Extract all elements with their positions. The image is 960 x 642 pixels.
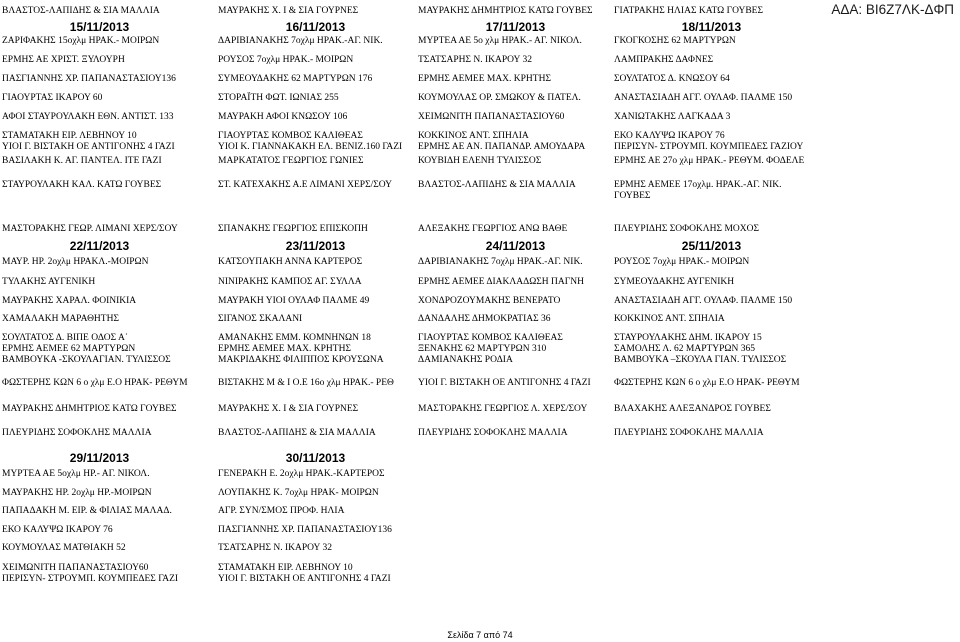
pharmacy-entry: ΒΑΣΙΛΑΚΗ Κ. ΑΓ. ΠΑΝΤΕΛ. ΙΤΕ ΓΑΖΙ [2,156,162,166]
pharmacy-entry: ΚΟΥΜΟΥΛΑΣ ΟΡ. ΣΜΩΚΟΥ & ΠΑΤΕΛ. [418,93,581,103]
pharmacy-entry: ΕΡΜΗΣ ΑΕΜΕΕ 17οχλμ. ΗΡΑΚ.-ΑΓ. ΝΙΚ. ΓΟΥΒΕΣ [614,180,782,201]
pharmacy-entry: ΣΤ. ΚΑΤΕΧΑΚΗΣ Α.Ε ΛΙΜΑΝΙ ΧΕΡΣ/ΣΟΥ [218,180,393,190]
pharmacy-entry: ΧΕΙΜΩΝΙΤΗ ΠΑΠΑΝΑΣΤΑΣΙΟΥ60 [418,112,565,122]
pharmacy-entry: ΜΑΥΡ. ΗΡ. 2οχλμ ΗΡΑΚΛ.-ΜΟΙΡΩΝ [2,257,149,267]
pharmacy-entry: ΜΑΥΡΑΚΗΣ ΔΗΜΗΤΡΙΟΣ ΚΑΤΩ ΓΟΥΒΕΣ [2,404,177,414]
schedule-date: 22/11/2013 [69,239,130,253]
pharmacy-entry: ΖΑΡΙΦΑΚΗΣ 15οχλμ ΗΡΑΚ.- ΜΟΙΡΩΝ [2,36,160,46]
pharmacy-entry: ΣΟΥΛΤΑΤΟΣ Δ. ΒΙΠΕ ΟΔΟΣ Α΄ ΕΡΜΗΣ ΑΕΜΕΕ 62 ΜΑΡΤΥΡΩΝ ΒΑΜΒΟΥΚΑ -ΣΚΟΥΛΑΓΙΑΝ. ΤΥΛΙΣΣΟΣ [2,333,171,365]
pharmacy-entry: ΥΙΟΙ Γ. ΒΙΣΤΑΚΗ ΟΕ ΑΝΤΙΓΟΝΗΣ 4 ΓΑΖΙ [418,378,591,388]
pharmacy-entry: ΜΥΡΤΕΑ ΑΕ 5ο χλμ ΗΡΑΚ.- ΑΓ. ΝΙΚΟΛ. [418,36,582,46]
pharmacy-entry: ΕΡΜΗΣ ΑΕ ΧΡΙΣΤ. ΞΥΛΟΥΡΗ [2,55,125,65]
pharmacy-entry: ΕΚΟ ΚΑΛΥΨΩ ΙΚΑΡΟΥ 76 [2,525,113,535]
schedule-date: 30/11/2013 [285,451,346,465]
pharmacy-entry: ΑΦΟΙ ΣΤΑΥΡΟΥΛΑΚΗ ΕΘΝ. ΑΝΤΙΣΤ. 133 [2,112,174,122]
pharmacy-entry: ΚΑΤΣΟΥΠΑΚΗ ΑΝΝΑ ΚΑΡΤΕΡΟΣ [218,257,363,267]
pharmacy-entry: ΝΙΝΙΡΑΚΗΣ ΚΑΜΠΟΣ ΑΓ. ΣΥΛΛΑ [218,277,362,287]
pharmacy-entry: ΣΙΓΑΝΟΣ ΣΚΑΛΑΝΙ [218,314,303,324]
previous-duty-entry: ΒΛΑΣΤΟΣ-ΛΑΠΙΔΗΣ & ΣΙΑ ΜΑΛΛΙΑ [2,6,160,16]
previous-duty-entry: ΜΑΥΡΑΚΗΣ ΔΗΜΗΤΡΙΟΣ ΚΑΤΩ ΓΟΥΒΕΣ [418,6,593,16]
previous-duty-entry: ΜΑΥΡΑΚΗΣ Χ. Ι & ΣΙΑ ΓΟΥΡΝΕΣ [218,6,359,16]
pharmacy-entry: ΠΛΕΥΡΙΔΗΣ ΣΟΦΟΚΛΗΣ ΜΑΛΛΙΑ [614,428,764,438]
schedule-date: 18/11/2013 [681,20,742,34]
pharmacy-entry: ΓΙΑΟΥΡΤΑΣ ΚΟΜΒΟΣ ΚΑΛΙΘΕΑΣ ΥΙΟΙ Κ. ΓΙΑΝΝΑΚΑΚΗ ΕΛ. ΒΕΝΙΖ.160 ΓΑΖΙ [218,131,403,152]
pharmacy-entry: ΧΑΜΑΛΑΚΗ ΜΑΡΑΘΗΤΗΣ [2,314,119,324]
pharmacy-entry: ΒΛΑΧΑΚΗΣ ΑΛΕΞΑΝΔΡΟΣ ΓΟΥΒΕΣ [614,404,771,414]
schedule-date: 17/11/2013 [485,20,546,34]
pharmacy-entry: ΧΟΝΔΡΟΖΟΥΜΑΚΗΣ ΒΕΝΕΡΑΤΟ [418,296,561,306]
pharmacy-entry: ΠΑΠΑΔΑΚΗ Μ. ΕΙΡ. & ΦΙΛΙΑΣ ΜΑΛΑΔ. [2,506,172,516]
pharmacy-entry: ΓΕΝΕΡΑΚΗ Ε. 2οχλμ ΗΡΑΚ.-ΚΑΡΤΕΡΟΣ [218,469,385,479]
pharmacy-entry: ΑΜΑΝΑΚΗΣ ΕΜΜ. ΚΟΜΝΗΝΩΝ 18 ΕΡΜΗΣ ΑΕΜΕΕ ΜΑΧ. ΚΡΗΤΗΣ ΜΑΚΡΙΔΑΚΗΣ ΦΙΛΙΠΠΟΣ ΚΡΟΥΣΩΝΑ [218,333,384,365]
pharmacy-entry: ΦΩΣΤΕΡΗΣ ΚΩΝ 6 ο χλμ Ε.Ο ΗΡΑΚ- ΡΕΘΥΜ [2,378,188,388]
pharmacy-entry: ΧΕΙΜΩΝΙΤΗ ΠΑΠΑΝΑΣΤΑΣΙΟΥ60 ΠΕΡΙΣΥΝ- ΣΤΡΟΥΜΠ. ΚΟΥΜΠΕΔΕΣ ΓΑΖΙ [2,563,179,584]
pharmacy-entry: ΣΤΟΡΑΪΤΗ ΦΩΤ. ΙΩΝΙΑΣ 255 [218,93,339,103]
schedule-date: 29/11/2013 [69,451,130,465]
previous-duty-entry: ΑΛΕΞΑΚΗΣ ΓΕΩΡΓΙΟΣ ΑΝΩ ΒΑΘΕ [418,224,568,234]
pharmacy-entry: ΓΚΟΓΚΟΣΗΣ 62 ΜΑΡΤΥΡΩΝ [614,36,736,46]
previous-duty-entry: ΓΙΑΤΡΑΚΗΣ ΗΛΙΑΣ ΚΑΤΩ ΓΟΥΒΕΣ [614,6,764,16]
pharmacy-entry: ΠΑΣΓΙΑΝΝΗΣ ΧΡ. ΠΑΠΑΝΑΣΤΑΣΙΟΥ136 [218,525,392,535]
pharmacy-entry: ΕΚΟ ΚΑΛΥΨΩ ΙΚΑΡΟΥ 76 ΠΕΡΙΣΥΝ- ΣΤΡΟΥΜΠ. ΚΟΥΜΠΕΔΕΣ ΓΑΖΙΟΥ [614,131,804,152]
pharmacy-entry: ΣΤΑΥΡΟΥΛΑΚΗ ΚΑΛ. ΚΑΤΩ ΓΟΥΒΕΣ [2,180,162,190]
pharmacy-entry: ΓΙΑΟΥΡΤΑΣ ΙΚΑΡΟΥ 60 [2,93,103,103]
pharmacy-entry: ΜΥΡΤΕΑ ΑΕ 5οχλμ ΗΡ.- ΑΓ. ΝΙΚΟΛ. [2,469,150,479]
schedule-date: 15/11/2013 [69,20,130,34]
pharmacy-entry: ΔΑΡΙΒΙΑΝΑΚΗΣ 7οχλμ ΗΡΑΚ.-ΑΓ. ΝΙΚ. [418,257,583,267]
pharmacy-entry: ΔΑΝΔΑΛΗΣ ΔΗΜΟΚΡΑΤΙΑΣ 36 [418,314,551,324]
pharmacy-entry: ΣΤΑΥΡΟΥΛΑΚΗΣ ΔΗΜ. ΙΚΑΡΟΥ 15 ΣΑΜΟΛΗΣ Λ. 62 ΜΑΡΤΥΡΩΝ 365 ΒΑΜΒΟΥΚΑ –ΣΚΟΥΛΑ ΓΙΑΝ. ΤΥΛΙΣΣΟΣ [614,333,787,365]
previous-duty-entry: ΜΑΣΤΟΡΑΚΗΣ ΓΕΩΡ. ΛΙΜΑΝΙ ΧΕΡΣ/ΣΟΥ [2,224,178,234]
schedule-date: 24/11/2013 [485,239,546,253]
pharmacy-entry: ΒΛΑΣΤΟΣ-ΛΑΠΙΔΗΣ & ΣΙΑ ΜΑΛΛΙΑ [418,180,576,190]
pharmacy-entry: ΤΥΛΑΚΗΣ ΑΥΓΕΝΙΚΗ [2,277,96,287]
pharmacy-entry: ΜΑΥΡΑΚΗ ΥΙΟΙ ΟΥΛΑΦ ΠΑΛΜΕ 49 [218,296,370,306]
pharmacy-entry: ΚΟΚΚΙΝΟΣ ΑΝΤ. ΣΠΗΛΙΑ ΕΡΜΗΣ ΑΕ ΑΝ. ΠΑΠΑΝΔΡ. ΑΜΟΥΔΑΡΑ [418,131,586,152]
previous-duty-entry: ΠΛΕΥΡΙΔΗΣ ΣΟΦΟΚΛΗΣ ΜΟΧΟΣ [614,224,760,234]
pharmacy-entry: ΑΓΡ. ΣΥΝ/ΣΜΟΣ ΠΡΟΦ. ΗΛΙΑ [218,506,345,516]
page-footer: Σελίδα 7 από 74 [447,630,513,640]
pharmacy-entry: ΡΟΥΣΟΣ 7οχλμ ΗΡΑΚ.- ΜΟΙΡΩΝ [614,257,750,267]
pharmacy-entry: ΜΑΣΤΟΡΑΚΗΣ ΓΕΩΡΓΙΟΣ Λ. ΧΕΡΣ/ΣΟΥ [418,404,588,414]
pharmacy-entry: ΦΩΣΤΕΡΗΣ ΚΩΝ 6 ο χλμ Ε.Ο ΗΡΑΚ- ΡΕΘΥΜ [614,378,800,388]
pharmacy-entry: ΚΟΥΒΙΔΗ ΕΛΕΝΗ ΤΥΛΙΣΣΟΣ [418,156,542,166]
pharmacy-entry: ΜΑΥΡΑΚΗΣ ΧΑΡΑΛ. ΦΟΙΝΙΚΙΑ [2,296,137,306]
pharmacy-entry: ΛΑΜΠΡΑΚΗΣ ΔΑΦΝΕΣ [614,55,714,65]
pharmacy-entry: ΒΛΑΣΤΟΣ-ΛΑΠΙΔΗΣ & ΣΙΑ ΜΑΛΛΙΑ [218,428,376,438]
pharmacy-entry: ΠΛΕΥΡΙΔΗΣ ΣΟΦΟΚΛΗΣ ΜΑΛΛΙΑ [2,428,152,438]
pharmacy-entry: ΣΤΑΜΑΤΑΚΗ ΕΙΡ. ΛΕΒΗΝΟΥ 10 ΥΙΟΙ Γ. ΒΙΣΤΑΚΗ ΟΕ ΑΝΤΙΓΟΝΗΣ 4 ΓΑΖΙ [218,563,391,584]
pharmacy-entry: ΜΑΥΡΑΚΗΣ ΗΡ. 2οχλμ ΗΡ.-ΜΟΙΡΩΝ [2,488,152,498]
pharmacy-entry: ΧΑΝΙΩΤΑΚΗΣ ΛΑΓΚΑΔΑ 3 [614,112,731,122]
schedule-date: 16/11/2013 [285,20,346,34]
pharmacy-entry: ΕΡΜΗΣ ΑΕΜΕΕ ΜΑΧ. ΚΡΗΤΗΣ [418,74,551,84]
pharmacy-entry: ΚΟΚΚΙΝΟΣ ΑΝΤ. ΣΠΗΛΙΑ [614,314,725,324]
pharmacy-entry: ΑΝΑΣΤΑΣΙΑΔΗ ΑΓΓ. ΟΥΛΑΦ. ΠΑΛΜΕ 150 [614,93,793,103]
schedule-date: 23/11/2013 [285,239,346,253]
document-code: ΑΔΑ: ΒΙ6Ζ7ΛΚ-ΔΦΠ [831,2,954,17]
pharmacy-entry: ΡΟΥΣΟΣ 7οχλμ ΗΡΑΚ.- ΜΟΙΡΩΝ [218,55,354,65]
pharmacy-entry: ΠΛΕΥΡΙΔΗΣ ΣΟΦΟΚΛΗΣ ΜΑΛΛΙΑ [418,428,568,438]
pharmacy-entry: ΒΙΣΤΑΚΗΣ Μ & Ι Ο.Ε 16ο χλμ ΗΡΑΚ.- ΡΕΘ [218,378,394,388]
pharmacy-entry: ΜΑΥΡΑΚΗ ΑΦΟΙ ΚΝΩΣΟΥ 106 [218,112,348,122]
pharmacy-entry: ΕΡΜΗΣ ΑΕΜΕΕ ΔΙΑΚΛΑΔΩΣΗ ΠΑΓΝΗ [418,277,584,287]
pharmacy-entry: ΤΣΑΤΣΑΡΗΣ Ν. ΙΚΑΡΟΥ 32 [218,543,332,553]
pharmacy-entry: ΜΑΡΚΑΤΑΤΟΣ ΓΕΩΡΓΙΟΣ ΓΩΝΙΕΣ [218,156,364,166]
pharmacy-entry: ΣΥΜΕΟΥΔΑΚΗΣ 62 ΜΑΡΤΥΡΩΝ 176 [218,74,373,84]
pharmacy-entry: ΣΥΜΕΟΥΔΑΚΗΣ ΑΥΓΕΝΙΚΗ [614,277,735,287]
pharmacy-entry: ΔΑΡΙΒΙΑΝΑΚΗΣ 7οχλμ ΗΡΑΚ.-ΑΓ. ΝΙΚ. [218,36,383,46]
pharmacy-entry: ΤΣΑΤΣΑΡΗΣ Ν. ΙΚΑΡΟΥ 32 [418,55,532,65]
pharmacy-entry: ΕΡΜΗΣ ΑΕ 27ο χλμ ΗΡΑΚ.- ΡΕΘΥΜ. ΦΟΔΕΛΕ [614,156,805,166]
pharmacy-entry: ΓΙΑΟΥΡΤΑΣ ΚΟΜΒΟΣ ΚΑΛΙΘΕΑΣ ΞΕΝΑΚΗΣ 62 ΜΑΡΤΥΡΩΝ 310 ΔΑΜΙΑΝΑΚΗΣ ΡΟΔΙΑ [418,333,563,365]
previous-duty-entry: ΣΠΑΝΑΚΗΣ ΓΕΩΡΓΙΟΣ ΕΠΙΣΚΟΠΗ [218,224,368,234]
pharmacy-entry: ΚΟΥΜΟΥΛΑΣ ΜΑΤΘΙΑΚΗ 52 [2,543,126,553]
pharmacy-entry: ΠΑΣΓΙΑΝΝΗΣ ΧΡ. ΠΑΠΑΝΑΣΤΑΣΙΟΥ136 [2,74,176,84]
pharmacy-entry: ΣΟΥΛΤΑΤΟΣ Δ. ΚΝΩΣΟΥ 64 [614,74,730,84]
pharmacy-entry: ΑΝΑΣΤΑΣΙΑΔΗ ΑΓΓ. ΟΥΛΑΦ. ΠΑΛΜΕ 150 [614,296,793,306]
schedule-date: 25/11/2013 [681,239,742,253]
pharmacy-entry: ΣΤΑΜΑΤΑΚΗ ΕΙΡ. ΛΕΒΗΝΟΥ 10 ΥΙΟΙ Γ. ΒΙΣΤΑΚΗ ΟΕ ΑΝΤΙΓΟΝΗΣ 4 ΓΑΖΙ [2,131,175,152]
pharmacy-entry: ΜΑΥΡΑΚΗΣ Χ. Ι & ΣΙΑ ΓΟΥΡΝΕΣ [218,404,359,414]
pharmacy-entry: ΛΟΥΠΑΚΗΣ Κ. 7οχλμ ΗΡΑΚ- ΜΟΙΡΩΝ [218,488,379,498]
